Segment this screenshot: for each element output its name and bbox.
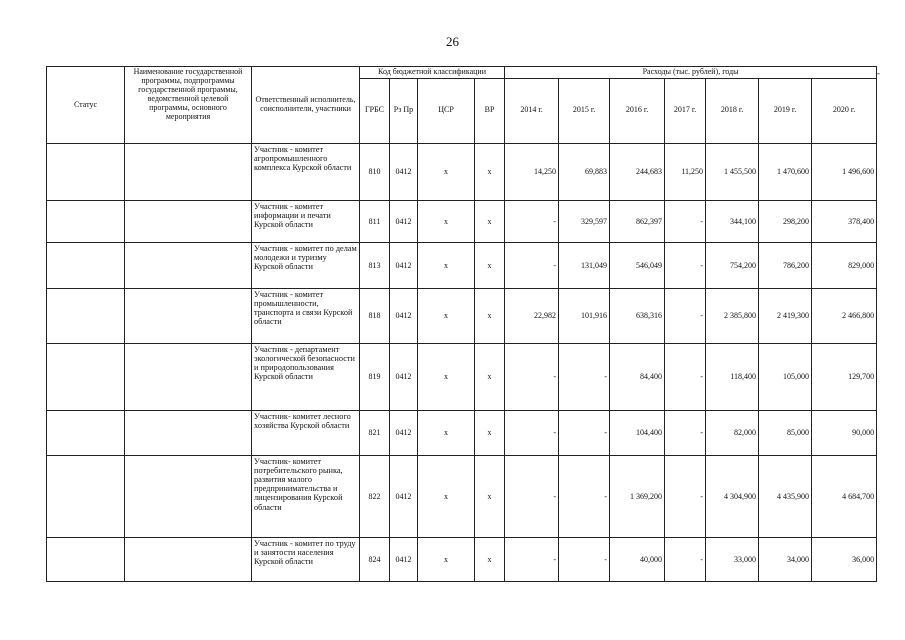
value-2017: -	[665, 343, 706, 410]
value-2017: -	[665, 455, 706, 537]
header-year: 2017 г.	[665, 78, 706, 143]
value-2016: 862,397	[610, 200, 665, 242]
responsible-cell: Участник- комитет лесного хозяйства Курской области	[252, 410, 360, 455]
value-2020: 1 496,600	[812, 143, 877, 200]
table-row	[47, 143, 877, 200]
responsible-cell: Участник - комитет по труду и занятости населения Курской области	[252, 537, 360, 581]
value-2019: 1 470,600	[759, 143, 812, 200]
value-2015: 69,883	[559, 143, 610, 200]
vr-cell: x	[475, 200, 505, 242]
value-2016: 84,400	[610, 343, 665, 410]
value-2020: 129,700	[812, 343, 877, 410]
header-year: 2016 г.	[610, 78, 665, 143]
edge-mark: -	[877, 68, 880, 78]
value-2020: 829,000	[812, 242, 877, 288]
status-cell	[47, 242, 125, 288]
grbs-cell: 819	[360, 343, 390, 410]
value-2016: 104,400	[610, 410, 665, 455]
csr-cell: x	[418, 288, 475, 343]
header-status: Статус	[47, 67, 125, 144]
grbs-cell: 821	[360, 410, 390, 455]
header-responsible: Ответственный исполнитель, соисполнители, участники	[252, 67, 360, 144]
value-2019: 4 435,900	[759, 455, 812, 537]
csr-cell: x	[418, 242, 475, 288]
value-2019: 298,200	[759, 200, 812, 242]
header-year: 2018 г.	[706, 78, 759, 143]
program-name-cell	[125, 343, 252, 410]
vr-cell: x	[475, 455, 505, 537]
status-cell	[47, 288, 125, 343]
status-cell	[47, 455, 125, 537]
value-2019: 2 419,300	[759, 288, 812, 343]
csr-cell: x	[418, 410, 475, 455]
rzpr-cell: 0412	[390, 343, 418, 410]
value-2014: -	[505, 537, 559, 581]
page-number: 26	[446, 34, 459, 49]
table-row	[47, 242, 877, 288]
responsible-cell: Участник - комитет агропромышленного комплекса Курской области	[252, 143, 360, 200]
status-cell	[47, 343, 125, 410]
value-2016: 244,683	[610, 143, 665, 200]
value-2018: 118,400	[706, 343, 759, 410]
program-name-cell	[125, 537, 252, 581]
value-2014: -	[505, 200, 559, 242]
value-2017: -	[665, 200, 706, 242]
value-2018: 1 455,500	[706, 143, 759, 200]
header-year: 2020 г.	[812, 78, 877, 143]
table-row	[47, 537, 877, 581]
value-2015: 329,597	[559, 200, 610, 242]
status-cell	[47, 143, 125, 200]
value-2015: 131,049	[559, 242, 610, 288]
grbs-cell: 818	[360, 288, 390, 343]
header-year: 2019 г.	[759, 78, 812, 143]
vr-cell: x	[475, 410, 505, 455]
header-rzpr: Рз Пр	[390, 78, 418, 143]
value-2016: 546,049	[610, 242, 665, 288]
vr-cell: x	[475, 343, 505, 410]
value-2017: -	[665, 288, 706, 343]
value-2019: 786,200	[759, 242, 812, 288]
table-row	[47, 410, 877, 455]
value-2017: -	[665, 242, 706, 288]
value-2018: 82,000	[706, 410, 759, 455]
rzpr-cell: 0412	[390, 242, 418, 288]
csr-cell: x	[418, 537, 475, 581]
value-2014: 14,250	[505, 143, 559, 200]
value-2020: 2 466,800	[812, 288, 877, 343]
responsible-cell: Участник - комитет промышленности, транспорта и связи Курской области	[252, 288, 360, 343]
header-csr: ЦСР	[418, 78, 475, 143]
program-name-cell	[125, 200, 252, 242]
csr-cell: x	[418, 455, 475, 537]
responsible-cell: Участник - комитет по делам молодежи и туризму Курской области	[252, 242, 360, 288]
responsible-cell: Участник - департамент экологической безопасности и природопользования Курской области	[252, 343, 360, 410]
rzpr-cell: 0412	[390, 288, 418, 343]
value-2018: 754,200	[706, 242, 759, 288]
vr-cell: x	[475, 143, 505, 200]
rzpr-cell: 0412	[390, 200, 418, 242]
table-row	[47, 200, 877, 242]
value-2019: 34,000	[759, 537, 812, 581]
csr-cell: x	[418, 143, 475, 200]
grbs-cell: 810	[360, 143, 390, 200]
value-2014: -	[505, 242, 559, 288]
rzpr-cell: 0412	[390, 143, 418, 200]
value-2018: 2 385,800	[706, 288, 759, 343]
value-2016: 638,316	[610, 288, 665, 343]
value-2019: 85,000	[759, 410, 812, 455]
value-2018: 4 304,900	[706, 455, 759, 537]
value-2017: -	[665, 410, 706, 455]
grbs-cell: 822	[360, 455, 390, 537]
program-name-cell	[125, 242, 252, 288]
rzpr-cell: 0412	[390, 455, 418, 537]
program-name-cell	[125, 143, 252, 200]
header-year: 2014 г.	[505, 78, 559, 143]
program-name-cell	[125, 455, 252, 537]
value-2016: 40,000	[610, 537, 665, 581]
value-2015: -	[559, 343, 610, 410]
csr-cell: x	[418, 200, 475, 242]
vr-cell: x	[475, 242, 505, 288]
responsible-cell: Участник- комитет потребительского рынка, развития малого предпринимательства и лицензирования Курской области	[252, 455, 360, 537]
status-cell	[47, 410, 125, 455]
header-name: Наименование государственной программы, подпрограммы государственной программы, ведомственной целевой программы, основного мероприятия	[125, 67, 252, 144]
status-cell	[47, 200, 125, 242]
value-2015: -	[559, 410, 610, 455]
value-2018: 33,000	[706, 537, 759, 581]
rzpr-cell: 0412	[390, 410, 418, 455]
csr-cell: x	[418, 343, 475, 410]
grbs-cell: 824	[360, 537, 390, 581]
value-2020: 90,000	[812, 410, 877, 455]
value-2014: -	[505, 455, 559, 537]
rzpr-cell: 0412	[390, 537, 418, 581]
value-2020: 4 684,700	[812, 455, 877, 537]
value-2017: -	[665, 537, 706, 581]
program-name-cell	[125, 410, 252, 455]
value-2017: 11,250	[665, 143, 706, 200]
header-year: 2015 г.	[559, 78, 610, 143]
value-2019: 105,000	[759, 343, 812, 410]
vr-cell: x	[475, 537, 505, 581]
program-name-cell	[125, 288, 252, 343]
value-2015: -	[559, 455, 610, 537]
value-2014: -	[505, 343, 559, 410]
header-expenses: Расходы (тыс. рублей), годы	[505, 67, 877, 79]
vr-cell: x	[475, 288, 505, 343]
grbs-cell: 811	[360, 200, 390, 242]
table-row	[47, 343, 877, 410]
value-2015: 101,916	[559, 288, 610, 343]
value-2014: -	[505, 410, 559, 455]
table-row	[47, 455, 877, 537]
value-2018: 344,100	[706, 200, 759, 242]
header-vr: ВР	[475, 78, 505, 143]
status-cell	[47, 537, 125, 581]
header-budget-code: Код бюджетной классификации	[360, 67, 505, 79]
value-2014: 22,982	[505, 288, 559, 343]
value-2015: -	[559, 537, 610, 581]
grbs-cell: 813	[360, 242, 390, 288]
value-2016: 1 369,200	[610, 455, 665, 537]
responsible-cell: Участник - комитет информации и печати Курской области	[252, 200, 360, 242]
table-row	[47, 288, 877, 343]
header-grbs: ГРБС	[360, 78, 390, 143]
budget-table	[46, 66, 877, 582]
value-2020: 36,000	[812, 537, 877, 581]
value-2020: 378,400	[812, 200, 877, 242]
